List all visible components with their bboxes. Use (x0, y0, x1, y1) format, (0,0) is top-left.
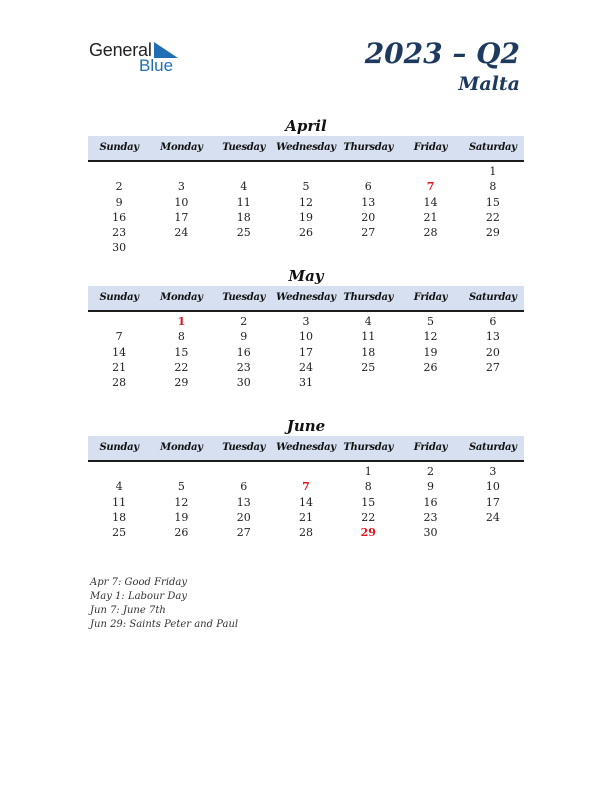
day-cell: 5 (302, 180, 310, 194)
day-cell: 6 (364, 180, 372, 194)
day-cell: 21 (423, 210, 438, 224)
weekday-label: Wednesday (276, 292, 336, 303)
day-cell: 30 (423, 526, 438, 540)
weekday-label: Saturday (468, 442, 517, 453)
day-cell: 12 (423, 330, 438, 344)
day-cell (275, 464, 337, 479)
weeks-grid (88, 462, 524, 540)
week-row (88, 225, 524, 240)
day-cell: 1 (364, 465, 372, 478)
day-cell: 2 (240, 315, 248, 328)
week-row (88, 479, 524, 494)
day-cell: 14 (423, 195, 438, 209)
day-cell: 12 (298, 195, 313, 209)
day-cell (337, 240, 399, 255)
weekday-header (88, 436, 524, 462)
day-cell: 20 (236, 510, 251, 524)
day-cell: 11 (236, 195, 251, 209)
day-cell: 16 (423, 495, 438, 509)
country-title: Malta (458, 73, 520, 95)
day-cell: 6 (489, 315, 497, 328)
day-cell (213, 464, 275, 479)
day-cell: 2 (427, 465, 435, 478)
month-name: June (286, 417, 326, 435)
holiday-date: 7 (302, 480, 310, 494)
weekday-label: Friday (413, 142, 448, 153)
day-cell: 25 (112, 526, 127, 540)
day-cell: 13 (236, 495, 251, 509)
week-row (88, 179, 524, 194)
day-cell: 26 (174, 526, 189, 540)
day-cell: 2 (115, 180, 123, 194)
day-cell (213, 164, 275, 179)
title-block (365, 36, 520, 96)
day-cell: 26 (423, 360, 438, 374)
day-cell: 7 (115, 330, 123, 344)
day-cell: 18 (361, 345, 376, 359)
day-cell: 4 (240, 180, 248, 194)
day-cell: 21 (112, 360, 127, 374)
holiday-notes (90, 576, 238, 632)
week-row (88, 510, 524, 525)
day-cell: 17 (298, 345, 313, 359)
holiday-note: May 1: Labour Day (90, 591, 187, 602)
day-cell: 20 (361, 210, 376, 224)
day-cell: 11 (112, 495, 127, 509)
day-cell: 21 (298, 510, 313, 524)
day-cell: 24 (174, 226, 189, 240)
day-cell: 28 (298, 526, 313, 540)
weekday-label: Saturday (468, 292, 517, 303)
day-cell (88, 314, 150, 329)
logo-text-blue: Blue (139, 56, 174, 75)
day-cell (462, 240, 524, 255)
logo-text-general: General (89, 40, 152, 60)
week-row (88, 525, 524, 540)
holiday-note: Jun 29: Saints Peter and Paul (90, 619, 239, 630)
holiday-note: Apr 7: Good Friday (90, 577, 188, 588)
day-cell: 17 (485, 495, 500, 509)
day-cell: 29 (174, 376, 189, 390)
day-cell: 19 (298, 210, 313, 224)
day-cell: 8 (489, 180, 497, 194)
holiday-note: Jun 7: June 7th (90, 605, 166, 616)
weekday-label: Sunday (99, 442, 139, 453)
day-cell: 12 (174, 495, 189, 509)
day-cell: 8 (364, 480, 372, 494)
day-cell: 23 (112, 226, 127, 240)
day-cell: 28 (112, 376, 127, 390)
day-cell: 4 (364, 315, 372, 328)
week-row (88, 464, 524, 479)
month-june (88, 416, 524, 540)
weekday-label: Friday (413, 442, 448, 453)
day-cell (150, 240, 212, 255)
day-cell (462, 525, 524, 540)
day-cell (399, 164, 461, 179)
weekday-label: Wednesday (276, 142, 336, 153)
logo (89, 40, 189, 76)
day-cell: 27 (485, 360, 500, 374)
day-cell: 23 (236, 360, 251, 374)
month-name: May (288, 267, 324, 285)
day-cell: 9 (240, 330, 248, 344)
weekday-label: Sunday (99, 142, 139, 153)
holiday-date: 7 (426, 180, 435, 194)
weekday-label: Saturday (468, 142, 517, 153)
day-cell: 24 (298, 360, 313, 374)
day-cell: 6 (240, 480, 248, 494)
weekday-label: Monday (160, 292, 203, 303)
day-cell: 13 (361, 195, 376, 209)
day-cell: 10 (298, 330, 313, 344)
week-row (88, 495, 524, 510)
month-april (88, 116, 524, 256)
day-cell: 15 (174, 345, 189, 359)
day-cell: 4 (115, 480, 123, 494)
day-cell: 8 (177, 330, 185, 344)
week-row (88, 329, 524, 344)
day-cell: 3 (302, 315, 310, 328)
day-cell (150, 164, 212, 179)
week-row (88, 164, 524, 179)
weekday-label: Thursday (343, 442, 394, 453)
day-cell: 3 (489, 465, 497, 478)
day-cell: 20 (485, 345, 500, 359)
weekday-label: Thursday (343, 142, 394, 153)
weekday-label: Monday (160, 442, 203, 453)
week-row (88, 360, 524, 375)
day-cell (213, 240, 275, 255)
week-row (88, 314, 524, 329)
day-cell (462, 375, 524, 390)
day-cell: 22 (485, 210, 500, 224)
day-cell: 28 (423, 226, 438, 240)
month-name: April (285, 117, 327, 135)
day-cell: 30 (236, 376, 251, 390)
weekday-header (88, 136, 524, 162)
day-cell: 27 (361, 226, 376, 240)
day-cell: 24 (485, 510, 500, 524)
day-cell (399, 240, 461, 255)
week-row (88, 345, 524, 360)
day-cell: 14 (298, 495, 313, 509)
quarter-title: 2023 – Q2 (364, 37, 520, 70)
weekday-label: Sunday (99, 292, 139, 303)
weekday-header (88, 286, 524, 312)
day-cell: 5 (177, 480, 185, 494)
day-cell (337, 164, 399, 179)
day-cell: 17 (174, 210, 189, 224)
week-row (88, 240, 524, 255)
day-cell: 15 (361, 495, 376, 509)
weeks-grid (88, 312, 524, 390)
day-cell: 18 (236, 210, 251, 224)
day-cell: 30 (112, 241, 127, 255)
weekday-label: Tuesday (222, 292, 266, 303)
weekday-label: Wednesday (276, 442, 336, 453)
day-cell (275, 240, 337, 255)
day-cell: 25 (361, 360, 376, 374)
weeks-grid (88, 162, 524, 256)
day-cell: 15 (485, 195, 500, 209)
week-row (88, 195, 524, 210)
day-cell: 10 (174, 195, 189, 209)
day-cell: 5 (427, 315, 435, 328)
day-cell: 19 (174, 510, 189, 524)
holiday-date: 1 (177, 315, 186, 328)
day-cell: 18 (112, 510, 127, 524)
month-may (88, 266, 524, 390)
week-row (88, 375, 524, 390)
day-cell: 9 (427, 480, 435, 494)
day-cell: 16 (236, 345, 251, 359)
day-cell: 11 (361, 330, 376, 344)
weekday-label: Thursday (343, 292, 394, 303)
day-cell: 9 (115, 195, 123, 209)
day-cell: 13 (485, 330, 500, 344)
day-cell: 22 (361, 510, 376, 524)
day-cell (399, 375, 461, 390)
weekday-label: Tuesday (222, 142, 266, 153)
weekday-label: Tuesday (222, 442, 266, 453)
day-cell: 31 (298, 376, 313, 390)
day-cell: 25 (236, 226, 251, 240)
week-row (88, 210, 524, 225)
day-cell: 29 (485, 226, 500, 240)
day-cell: 19 (423, 345, 438, 359)
day-cell (88, 464, 150, 479)
day-cell: 27 (236, 526, 251, 540)
day-cell: 14 (112, 345, 127, 359)
holiday-date: 29 (360, 526, 376, 540)
day-cell (337, 375, 399, 390)
weekday-label: Friday (413, 292, 448, 303)
day-cell (88, 164, 150, 179)
day-cell (150, 464, 212, 479)
day-cell: 23 (423, 510, 438, 524)
day-cell (275, 164, 337, 179)
weekday-label: Monday (160, 142, 203, 153)
day-cell: 16 (112, 210, 127, 224)
day-cell: 3 (177, 180, 185, 194)
day-cell: 22 (174, 360, 189, 374)
day-cell: 1 (489, 165, 497, 178)
day-cell: 26 (298, 226, 313, 240)
day-cell: 10 (485, 480, 500, 494)
